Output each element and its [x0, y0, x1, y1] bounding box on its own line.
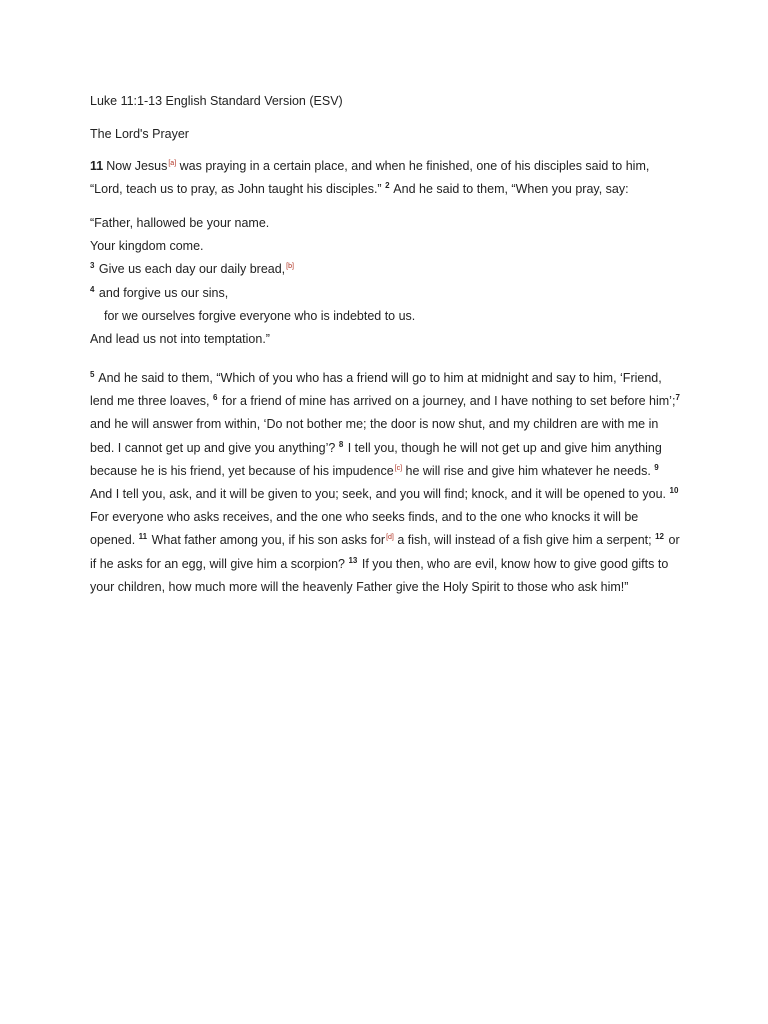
footnote-a-link[interactable]: [a]	[168, 160, 177, 167]
verse-13-text: If you then, who are evil, know how to give good gifts to your children, how much more will the heavenly Father give the Holy Spirit to those who ask him!”	[90, 556, 669, 594]
section-title: The Lord's Prayer	[90, 127, 189, 141]
verse-1-paragraph	[90, 155, 690, 201]
prayer-line-6: And lead us not into temptation.”	[90, 332, 270, 347]
verse-number-7: 7	[675, 393, 680, 403]
verse-4-text: and forgive us our sins,	[95, 285, 229, 300]
verse-3-text: Give us each day our daily bread,	[95, 262, 286, 277]
verse-number-12: 12	[655, 532, 665, 542]
verse-1-line-2	[90, 178, 690, 201]
verse-1-line-1	[90, 155, 690, 178]
verse-number-11: 11	[138, 532, 148, 542]
footnote-b-link[interactable]: [b]	[286, 263, 294, 271]
verse-1-line-2-text: “Lord, teach us to pray, as John taught his disciples.”	[90, 182, 386, 197]
chapter-number: 11	[90, 159, 104, 173]
verse-8-text-b: he will rise and give him whatever he needs.	[402, 463, 655, 478]
verse-6-text: for a friend of mine has arrived on a journey, and I have nothing to set before him’;	[218, 394, 676, 409]
verse-9-text: And I tell you, ask, and it will be given to you; seek, and you will find; knock, and it will be opened to you.	[90, 487, 670, 502]
prayer-poetry	[90, 212, 690, 351]
verse-number-6: 6	[213, 393, 218, 403]
verse-number-5: 5	[90, 370, 95, 379]
footnote-c-link[interactable]: [c]	[394, 464, 403, 472]
verse-1-text-b: was praying in a certain place, and when he finished, one of his disciples said to him,	[176, 159, 650, 173]
verse-number-8: 8	[338, 439, 344, 449]
verse-number-10: 10	[669, 486, 679, 496]
verse-number-4: 4	[90, 284, 95, 294]
verses-5-13-paragraph	[90, 367, 684, 599]
prayer-line-5: for we ourselves forgive everyone who is indebted to us.	[104, 308, 416, 323]
verse-2-text: And he said to them, “When you pray, say:	[390, 182, 629, 197]
verse-5-text: And he said to them, “Which of you who has a friend will go to him at midnight and say to him, ‘Friend, lend me three loaves,	[90, 371, 662, 409]
prayer-line-4	[90, 282, 690, 305]
verse-number-2: 2	[385, 181, 390, 191]
footnote-d-link[interactable]: [d]	[386, 534, 394, 542]
verse-11-text-b: a fish, will instead of a fish give him a serpent;	[393, 533, 656, 548]
passage-reference-heading: Luke 11:1-13 English Standard Version (ESV)	[90, 94, 343, 108]
verse-number-3: 3	[90, 261, 95, 271]
verse-10-text: For everyone who asks receives, and the one who seeks finds, and to the one who knocks it will be opened.	[90, 510, 639, 548]
verse-number-9: 9	[654, 462, 659, 472]
verse-7-text: and he will answer from within, ‘Do not bother me; the door is now shut, and my children are with me in bed. I cannot get up and give you anything’?	[90, 417, 659, 455]
verse-number-13: 13	[348, 555, 358, 565]
prayer-line-2: Your kingdom come.	[90, 239, 204, 254]
verse-12-text: or if he asks for an egg, will give him a scorpion?	[90, 533, 680, 571]
verse-8-text-a: I tell you, though he will not get up and give him anything because he is his friend, yet because of his impudence	[90, 440, 662, 478]
prayer-line-1: “Father, hallowed be your name.	[90, 216, 270, 230]
prayer-line-3	[90, 258, 690, 281]
verse-11-text-a: What father among you, if his son asks for	[148, 533, 386, 548]
verse-1-text-a: Now Jesus	[106, 159, 168, 173]
